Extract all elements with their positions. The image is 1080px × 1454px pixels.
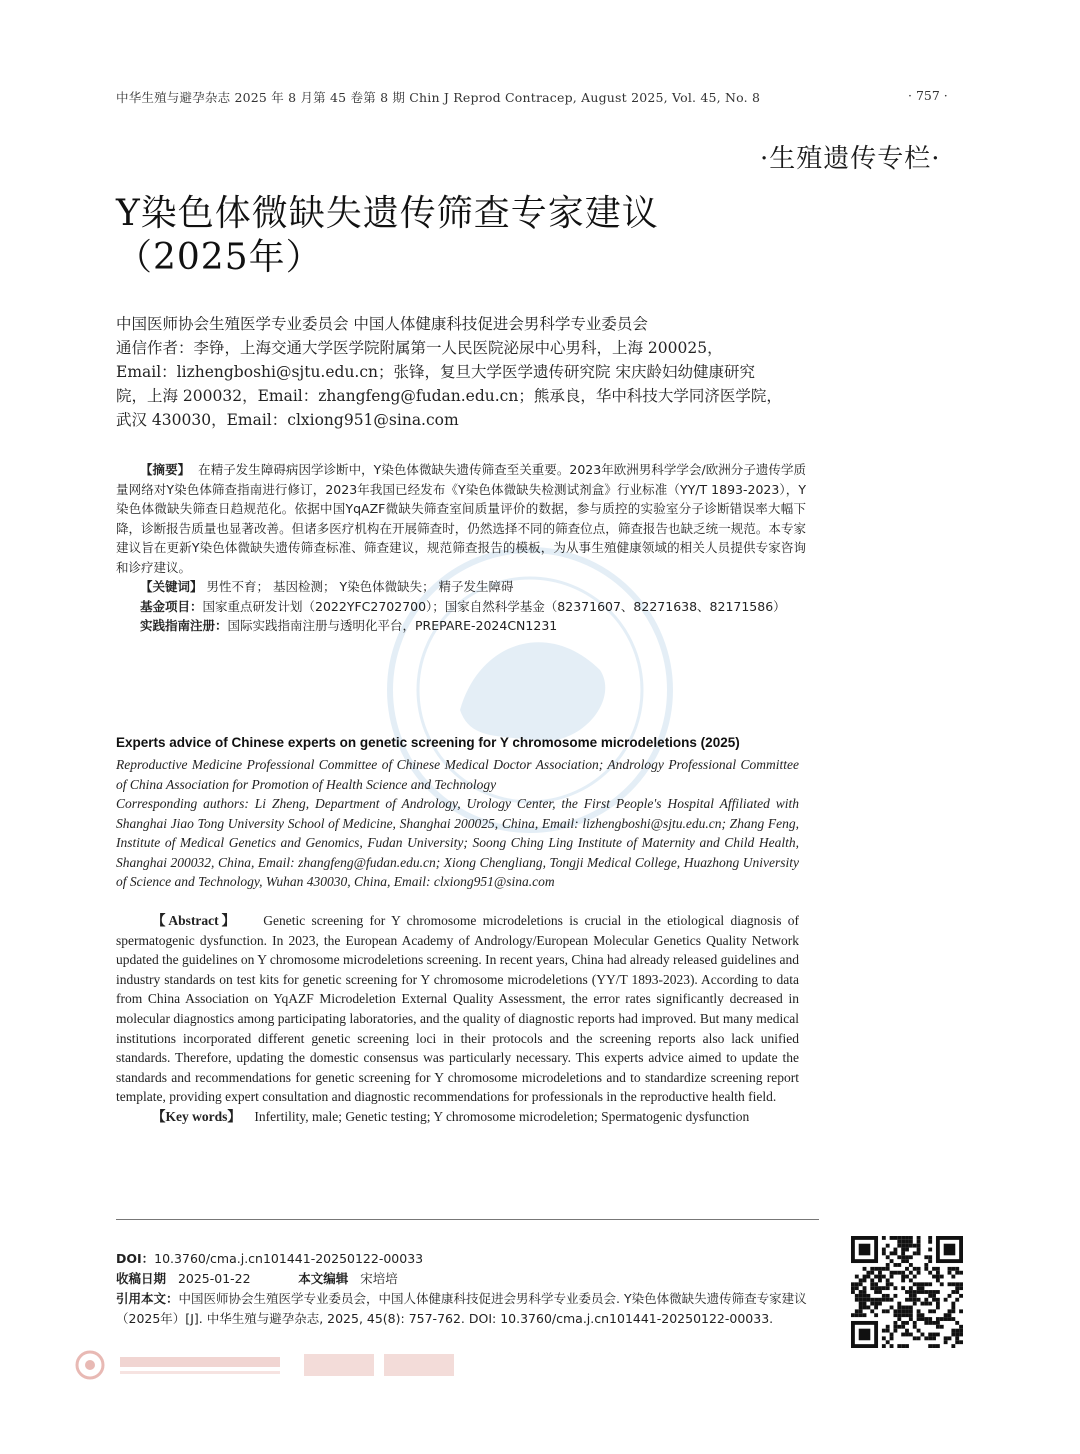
- editor-label: 本文编辑: [298, 1271, 349, 1286]
- zh-abstract-text: 在精子发生障碍病因学诊断中，Y染色体微缺失遗传筛查至关重要。2023年欧洲男科学学会/欧洲分子遗传学质量网络对Y染色体筛查指南进行修订，2023年我国已经发布《Y染色体微缺失检测试剂盒》行业标准（YY/T 1893-2023），Y染色体微缺失筛查日趋规范化。依据中国YqAZF微缺失筛查室间质量评价的数据，参与质控的实验室分子诊断错误率大幅下降，诊断报告质量也显著改善。但诸多医疗机构在开展筛查时，仍然选择不同的筛查位点，筛查报告也缺乏统一规范。本专家建议旨在更新Y染色体微缺失遗传筛查标准、筛查建议，规范筛查报告的模板，为从事生殖健康领域的相关人员提供专家咨询和诊疗建议。: [116, 462, 806, 575]
- received-date: 2025-01-22: [177, 1271, 251, 1286]
- article-title: [116, 192, 659, 280]
- en-keywords: Infertility, male; Genetic testing; Y chromosome microdeletion; Spermatogenic dysfunction: [254, 1108, 750, 1124]
- received-label: 收稿日期: [116, 1271, 167, 1286]
- page-number: · 757 ·: [908, 88, 948, 103]
- title-line-2: （2025年）: [116, 237, 323, 278]
- doi-label: DOI：: [116, 1251, 155, 1266]
- en-corresponding-text: Corresponding authors: Li Zheng, Department of Andrology, Urology Center, the First People's Hospital Affiliated with Shanghai Jiao Tong University School of Medicine, Shanghai 200025, China, Email: lizhengboshi@sjtu.edu.cn; Zhang Feng, Institute of Medical Genetics and Genomics, Fudan University; Soong Ching Ling Institute of Maternity and Child Health, Shanghai 200032, China, Email: zhangfeng@fudan.edu.cn; Xiong Chengliang, Tongji Medical College, Huazhong University of Science and Technology, Wuhan 430030, China, Email: clxiong951@sina.com: [116, 796, 799, 889]
- received-line: [116, 1269, 821, 1289]
- zh-keywords-label: 【关键词】: [140, 579, 203, 594]
- title-line-1: Y染色体微缺失遗传筛查专家建议: [116, 193, 659, 234]
- en-abstract-text: Genetic screening for Y chromosome microdeletions is crucial in the etiological diagnosis of spermatogenic dysfunction. In 2023, the European Academy of Andrology/European Molecular Genetics Quality Network updated the guidelines on Y chromosome microdeletions screening. In recent years, China had already released guidelines and industry standards on test kits for genetic screening for Y chromosome microdeletions (YY/T 1893-2023). According to data from China Association on YqAZF Microdeletion External Quality Assessment, the error rates significantly decreased in molecular diagnostics among participating laboratories, and the quality of diagnostic reports had improved. But many medical institutions incorporated different genetic screening loci in their protocols and the screening reports also lack unified standards. Therefore, updating the domestic consensus was particularly necessary. This experts advice aimed to update the standards and recommendations for genetic screening for Y chromosome microdeletions and to standardize screening report template, providing expert consultation and diagnostic recommendations for professionals in the reproductive health field.: [116, 913, 799, 1105]
- doi-value[interactable]: 10.3760/cma.j.cn101441-20250122-00033: [154, 1251, 424, 1266]
- en-keywords-label: 【Key words】: [152, 1108, 241, 1124]
- publisher-logo-mark: [74, 1348, 474, 1382]
- cite-text: 中国医师协会生殖医学专业委员会，中国人体健康科技促进会男科学专业委员会. Y染色体微缺失遗传筛查专家建议（2025年）[J]. 中华生殖与避孕杂志, 2025, 45(8): 757-762. DOI: 10.3760/cma.j.cn101441-20250122-00033.: [116, 1291, 807, 1326]
- footer-divider: [116, 1219, 819, 1220]
- zh-keywords: 男性不育； 基因检测； Y染色体微缺失； 精子发生障碍: [206, 579, 514, 594]
- editor-name: 宋培培: [360, 1271, 398, 1286]
- chinese-abstract: [116, 460, 806, 636]
- zh-registry-label: 实践指南注册：: [140, 618, 228, 633]
- column-name: ·生殖遗传专栏·: [760, 144, 941, 174]
- zh-keywords-row: [116, 577, 806, 597]
- doi-line: [116, 1249, 821, 1269]
- english-title: Experts advice of Chinese experts on genetic screening for Y chromosome microdeletions (2025): [116, 735, 740, 750]
- qr-code-icon[interactable]: [851, 1236, 963, 1348]
- zh-abstract-label: 【摘要】: [140, 462, 191, 477]
- author-line: 通信作者：李铮，上海交通大学医学院附属第一人民医院泌尿中心男科，上海 200025，: [116, 339, 723, 357]
- en-abstract-paragraph: [116, 911, 799, 1107]
- author-line: 院，上海 200032，Email：zhangfeng@fudan.edu.cn；熊承良，华中科技大学同济医学院，: [116, 387, 782, 405]
- authors-block: [116, 312, 806, 432]
- zh-registry: 国际实践指南注册与透明化平台，PREPARE-2024CN1231: [227, 618, 558, 633]
- author-line: 武汉 430030，Email：clxiong951@sina.com: [116, 411, 459, 429]
- author-line: Email：lizhengboshi@sjtu.edu.cn；张锋，复旦大学医学遗传研究院 宋庆龄妇幼健康研究: [116, 363, 755, 381]
- cite-label: 引用本文：: [116, 1291, 179, 1306]
- author-line: 中国医师协会生殖医学专业委员会 中国人体健康科技促进会男科学专业委员会: [116, 315, 648, 333]
- en-keywords-paragraph: [116, 1107, 799, 1127]
- english-affiliations: [116, 755, 799, 892]
- zh-abstract-paragraph: [116, 460, 806, 577]
- citation-line: [116, 1289, 821, 1329]
- zh-fund: 国家重点研发计划（2022YFC2702700）；国家自然科学基金（82371607、82271638、82171586）: [202, 598, 786, 614]
- zh-registry-row: [116, 616, 806, 636]
- zh-fund-row: [116, 597, 806, 617]
- en-affiliations-text: Reproductive Medicine Professional Committee of Chinese Medical Doctor Association; Andrology Professional Committee of China Association for Promotion of Health Science and Technology: [116, 757, 799, 792]
- english-abstract: [116, 911, 799, 1127]
- zh-fund-label: 基金项目：: [140, 598, 203, 614]
- article-footer: [116, 1249, 821, 1329]
- running-header: 中华生殖与避孕杂志 2025 年 8 月第 45 卷第 8 期 Chin J Reprod Contracep, August 2025, Vol. 45, No. 8: [116, 90, 761, 105]
- en-abstract-label: 【Abstract】: [152, 913, 239, 928]
